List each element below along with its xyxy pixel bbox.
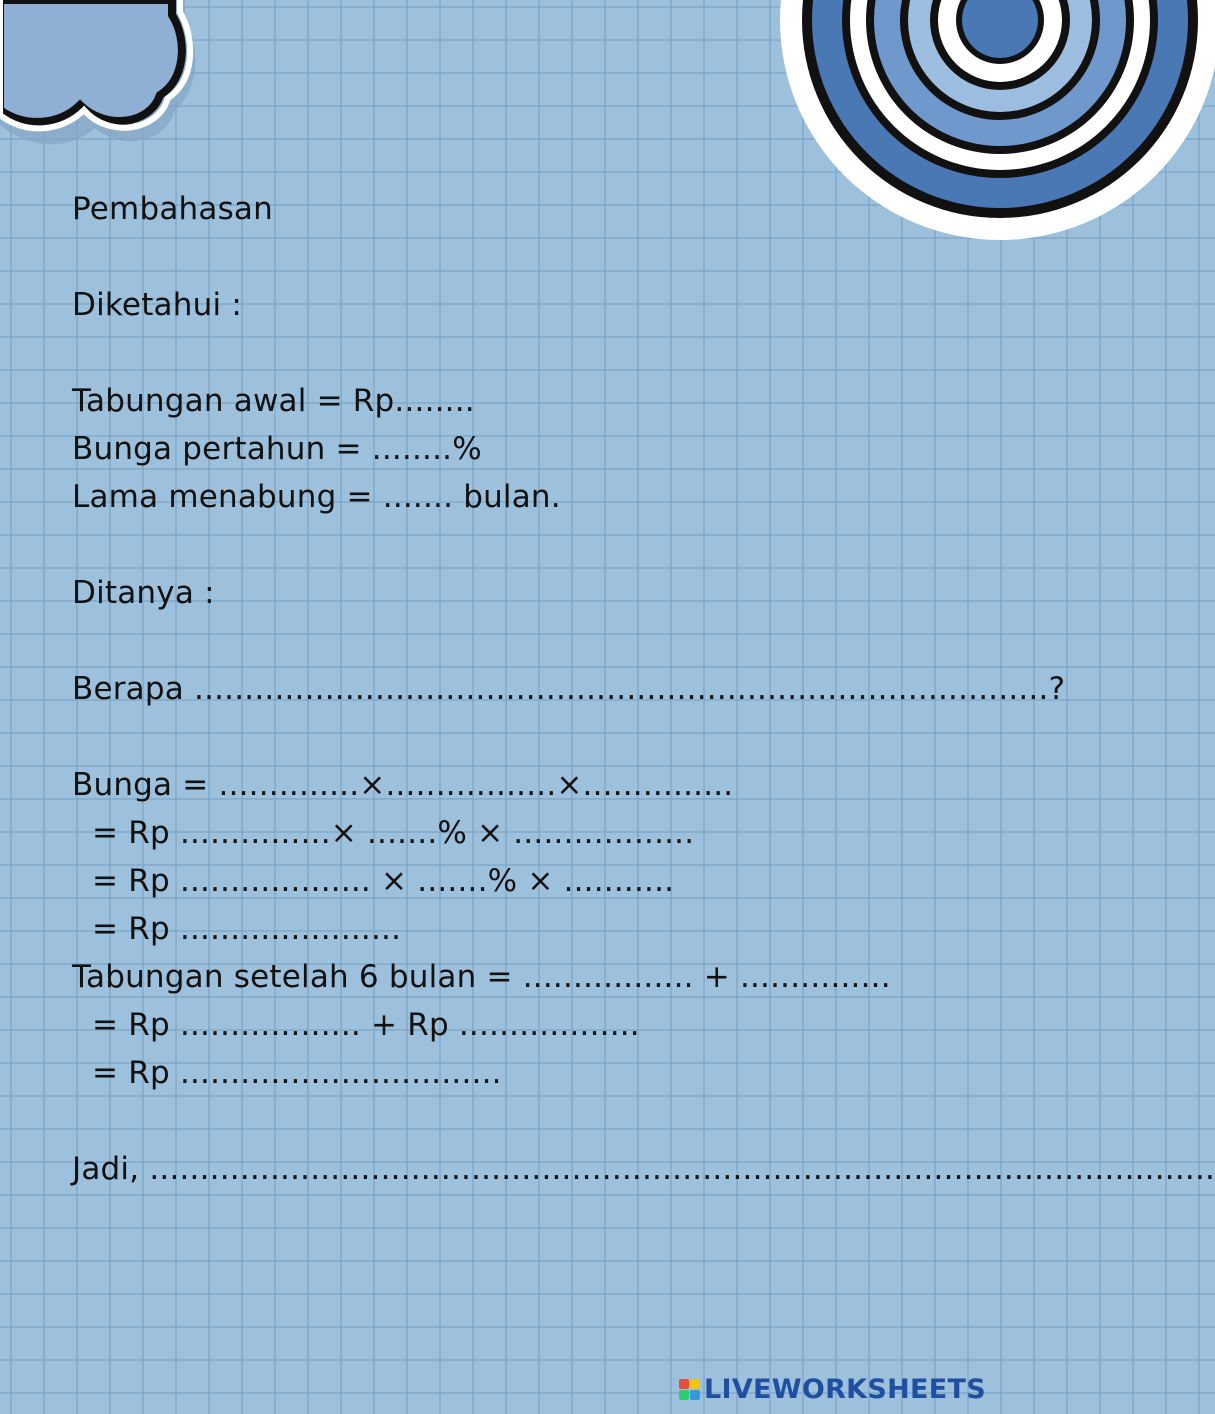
known-label: Diketahui : <box>72 287 242 323</box>
calc-step-2: = Rp ................... × .......% × ........... <box>82 863 675 899</box>
asked-label: Ditanya : <box>72 575 215 611</box>
calc-step-5: = Rp ................................ <box>82 1055 502 1091</box>
question-line: Berapa .....................................................................................? <box>72 671 1066 707</box>
cloud-decoration-icon <box>0 0 200 150</box>
known-annual-interest: Bunga pertahun = ........% <box>72 431 482 467</box>
calc-interest-formula: Bunga = ..............×.................×............... <box>72 767 734 803</box>
calc-step-4: = Rp .................. + Rp .................. <box>82 1007 640 1043</box>
worksheet-content <box>72 185 1215 1193</box>
liveworksheets-brand <box>679 1374 986 1404</box>
conclusion-line: Jadi, .......................................................................................................... <box>72 1151 1215 1187</box>
brand-name: LIVEWORKSHEETS <box>703 1373 986 1405</box>
known-initial-savings: Tabungan awal = Rp........ <box>72 383 475 419</box>
known-saving-duration: Lama menabung = ....... bulan. <box>72 479 561 515</box>
calc-savings-after: Tabungan setelah 6 bulan = ................. + ............... <box>72 959 891 995</box>
section-heading: Pembahasan <box>72 191 273 227</box>
calc-step-1: = Rp ...............× .......% × .................. <box>82 815 695 851</box>
liveworksheets-logo-icon <box>679 1379 700 1400</box>
calc-step-3: = Rp ...................... <box>82 911 402 947</box>
